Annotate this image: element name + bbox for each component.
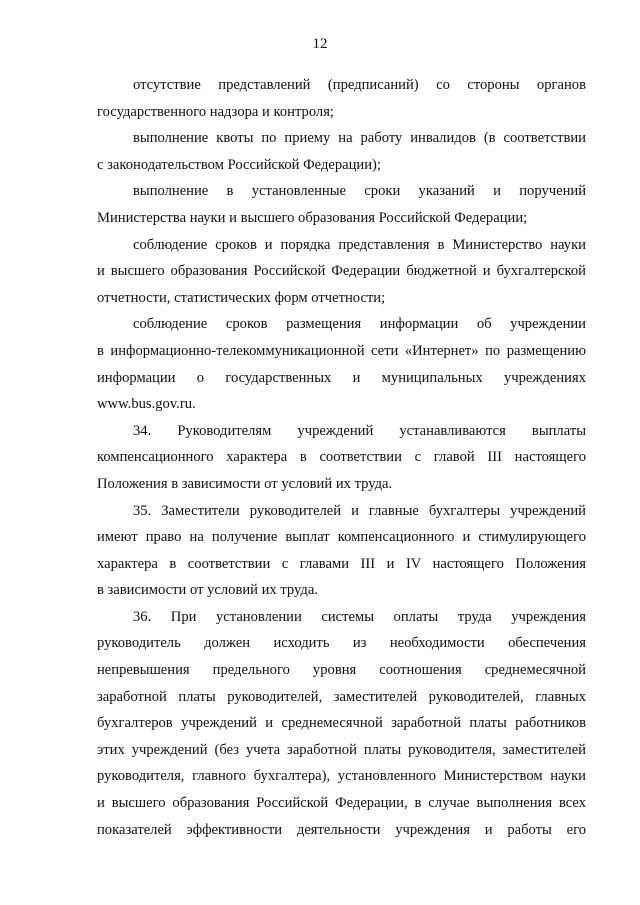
- text-line: выполнение в установленные сроки указаний и поручений: [133, 183, 586, 200]
- text-line: имеют право на получение выплат компенсационного и стимулирующего: [97, 529, 586, 546]
- text-line: соблюдение сроков размещения информации об учреждении: [133, 316, 586, 333]
- text-line: руководитель должен исходить из необходимости обеспечения: [97, 635, 586, 652]
- paragraph-para-ministry-instructions: [97, 178, 586, 231]
- text-line: и высшего образования Российской Федерации бюджетной и бухгалтерской: [97, 263, 586, 280]
- text-line: непревышения предельного уровня соотношения среднемесячной: [97, 662, 586, 679]
- text-line: выполнение квоты по приему на работу инвалидов (в соответствии: [133, 130, 586, 147]
- paragraph-para-35: [97, 498, 586, 604]
- text-line: этих учреждений (без учета заработной платы руководителя, заместителей: [97, 741, 586, 758]
- document-body: [97, 72, 586, 843]
- text-line: Министерства науки и высшего образования Российской Федерации;: [97, 209, 528, 226]
- text-line: www.bus.gov.ru.: [97, 396, 196, 413]
- text-line: и высшего образования Российской Федерации, в случае выполнения всех: [97, 795, 586, 812]
- text-line: Положения в зависимости от условий их труда.: [97, 475, 393, 492]
- text-line: информации о государственных и муниципальных учреждениях: [97, 369, 586, 386]
- text-line: в зависимости от условий их труда.: [97, 582, 318, 599]
- paragraph-para-34: [97, 418, 586, 498]
- text-line: компенсационного характера в соответствии с главой III настоящего: [97, 449, 586, 466]
- text-line: 34. Руководителям учреждений устанавливаются выплаты: [133, 422, 586, 439]
- text-line: соблюдение сроков и порядка представления в Министерство науки: [133, 236, 586, 253]
- text-line: 35. Заместители руководителей и главные бухгалтеры учреждений: [133, 502, 586, 519]
- text-line: показателей эффективности деятельности учреждения и работы его: [97, 821, 586, 838]
- paragraph-para-36: [97, 604, 586, 843]
- page-number: 12: [312, 36, 328, 52]
- text-line: государственного надзора и контроля;: [97, 103, 334, 120]
- text-line: бухгалтеров учреждений и среднемесячной заработной платы работников: [97, 715, 586, 732]
- text-line: в информационно-телекоммуникационной сети «Интернет» по размещению: [97, 342, 586, 359]
- text-line: заработной платы руководителей, заместителей руководителей, главных: [97, 688, 586, 705]
- paragraph-para-reporting-deadlines: [97, 232, 586, 312]
- paragraph-para-internet-publication: [97, 311, 586, 417]
- text-line: отчетности, статистических форм отчетности;: [97, 289, 386, 306]
- text-line: характера в соответствии с главами III и IV настоящего Положения: [97, 555, 586, 572]
- text-line: 36. При установлении системы оплаты труда учреждения: [133, 608, 586, 625]
- text-line: с законодательством Российской Федерации);: [97, 156, 381, 173]
- paragraph-para-disabled-quota: [97, 125, 586, 178]
- paragraph-para-reports-absence: [97, 72, 586, 125]
- text-line: отсутствие представлений (предписаний) со стороны органов: [133, 77, 586, 93]
- text-line: руководителя, главного бухгалтера), установленного Министерством науки: [97, 768, 586, 785]
